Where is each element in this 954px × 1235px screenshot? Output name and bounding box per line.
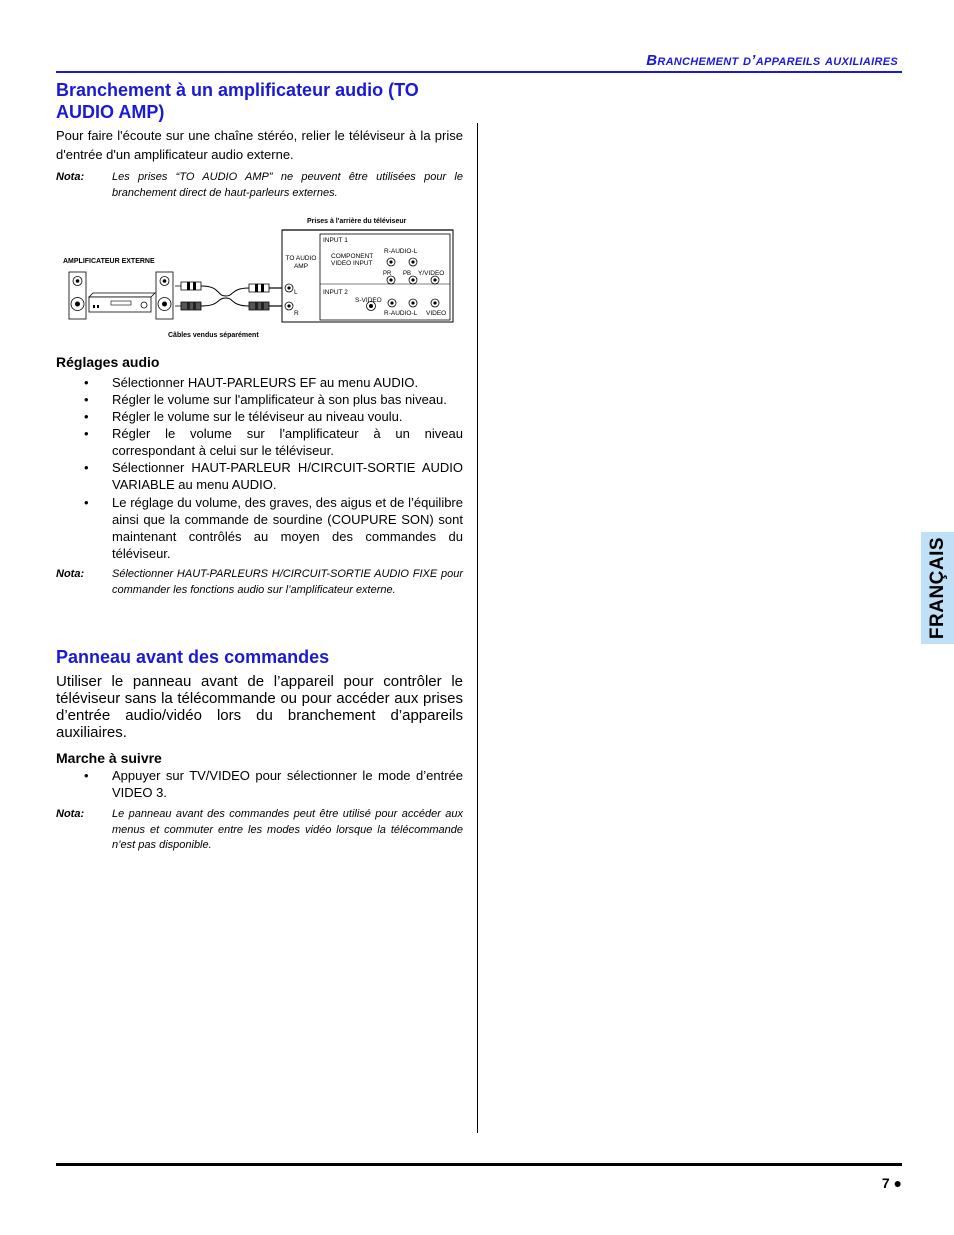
external-amp-label: AMPLIFICATEUR EXTERNE	[63, 258, 155, 265]
language-tab-label: FRANÇAIS	[926, 536, 948, 640]
procedure-title: Marche à suivre	[56, 750, 162, 766]
audio-settings-title: Réglages audio	[56, 354, 160, 370]
note-label: Nota:	[56, 808, 85, 820]
diagram-drawing	[56, 217, 463, 343]
pb-label: PB	[403, 271, 412, 277]
bullet: •	[84, 460, 89, 475]
language-tab	[921, 532, 954, 644]
right-speaker-icon	[156, 272, 173, 319]
list-item: • Régler le volume sur l'amplificateur à son plus bas niveau.	[84, 392, 447, 407]
footer-rule	[56, 1163, 902, 1166]
section-title-front-panel: Panneau avant des commandes	[56, 647, 330, 667]
page-number-value: 7	[881, 1175, 890, 1191]
cables-label: Câbles vendus séparément	[168, 332, 259, 339]
left-column	[56, 79, 463, 854]
list-item: • Régler le volume sur le téléviseur au niveau voulu.	[84, 409, 403, 424]
component-label: COMPONENT	[331, 253, 374, 260]
bullet: •	[84, 768, 89, 783]
bullet: •	[84, 375, 89, 390]
list-item: • Régler le volume sur l'amplificateur à un niveau correspondant à celui sur le téléviseur.	[84, 426, 463, 458]
front-panel-intro: Utiliser le panneau avant de l’appareil pour contrôler le téléviseur sans la télécommande ou pour accéder aux prises d’entrée audio/vidéo lors du branchement d’appareils auxiliaires.	[56, 673, 463, 741]
to-audio-amp-label: TO AUDIO AMP	[285, 255, 317, 270]
bullet: •	[84, 409, 89, 424]
jack-l-label: L	[294, 289, 298, 296]
page-marker-icon: ●	[893, 1175, 902, 1191]
header-rule	[56, 71, 902, 73]
r-audio-l-top-label: R-AUDIO-L	[384, 248, 418, 255]
audio-cables-icon	[201, 286, 249, 306]
page-number	[882, 1175, 902, 1191]
amplifier-unit-icon	[89, 293, 155, 312]
bullet: •	[84, 495, 89, 510]
note-text: Le panneau avant des commandes peut être utilisé pour accéder aux menus et commuter entre les modes vidéo lorsque la télécommande n’est pas disponible.	[112, 808, 463, 851]
bullet: •	[84, 392, 89, 407]
audio-amp-intro: Pour faire l'écoute sur une chaîne stéréo, relier le téléviseur à la prise d'entrée d'un amplificateur audio externe.	[56, 128, 463, 162]
video-label: VIDEO	[426, 310, 447, 317]
s-video-label: S-VIDEO	[355, 297, 382, 304]
rear-jacks-label: Prises à l'arrière du téléviseur	[307, 218, 407, 225]
note-label: Nota:	[56, 568, 85, 580]
audio-settings-note	[56, 567, 463, 598]
input-2-label: INPUT 2	[323, 289, 348, 296]
column-divider	[477, 123, 478, 1133]
section-title-line-1: Branchement à un amplificateur audio (TO	[56, 80, 419, 100]
procedure-list	[56, 767, 463, 801]
note-text: Les prises “TO AUDIO AMP” ne peuvent être utilisées pour le branchement direct de haut-parleurs externes.	[112, 171, 463, 199]
list-item: • Le réglage du volume, des graves, des aigus et de l’équilibre ainsi que la commande de sourdine (COUPURE SON) sont maintenant contrôlés au moyen des commandes du téléviseur.	[84, 495, 463, 561]
header-title: Branchement d’appareils auxiliaires	[646, 52, 898, 69]
connection-diagram	[56, 217, 463, 343]
input-1-label: INPUT 1	[323, 237, 348, 244]
left-speaker-icon	[69, 272, 86, 319]
rca-plugs-tv-side-icon	[249, 284, 282, 310]
list-item: • Sélectionner HAUT-PARLEURS EF au menu AUDIO.	[84, 375, 419, 390]
front-panel-note	[56, 807, 463, 854]
list-item: • Appuyer sur TV/VIDEO pour sélectionner le mode d’entrée VIDEO 3.	[84, 768, 463, 800]
section-title-audio-amp	[56, 79, 463, 123]
r-audio-l-bottom-label: R-AUDIO-L	[384, 310, 418, 317]
y-video-label: Y/VIDEO	[418, 270, 445, 277]
list-item: • Sélectionner HAUT-PARLEUR H/CIRCUIT-SORTIE AUDIO VARIABLE au menu AUDIO.	[84, 460, 463, 492]
section-title-line-2: AUDIO AMP)	[56, 102, 165, 122]
note-text: Sélectionner HAUT-PARLEURS H/CIRCUIT-SORTIE AUDIO FIXE pour commander les fonctions audio sur l’amplificateur externe.	[112, 568, 463, 596]
rca-plugs-amp-side-icon	[175, 282, 201, 310]
video-input-label: VIDEO INPUT	[331, 260, 373, 267]
note-label: Nota:	[56, 171, 85, 183]
jack-r-label: R	[294, 310, 299, 317]
bullet: •	[84, 426, 89, 441]
audio-settings-list	[56, 374, 463, 562]
audio-amp-note	[56, 170, 463, 201]
pr-label: PR	[383, 271, 392, 277]
